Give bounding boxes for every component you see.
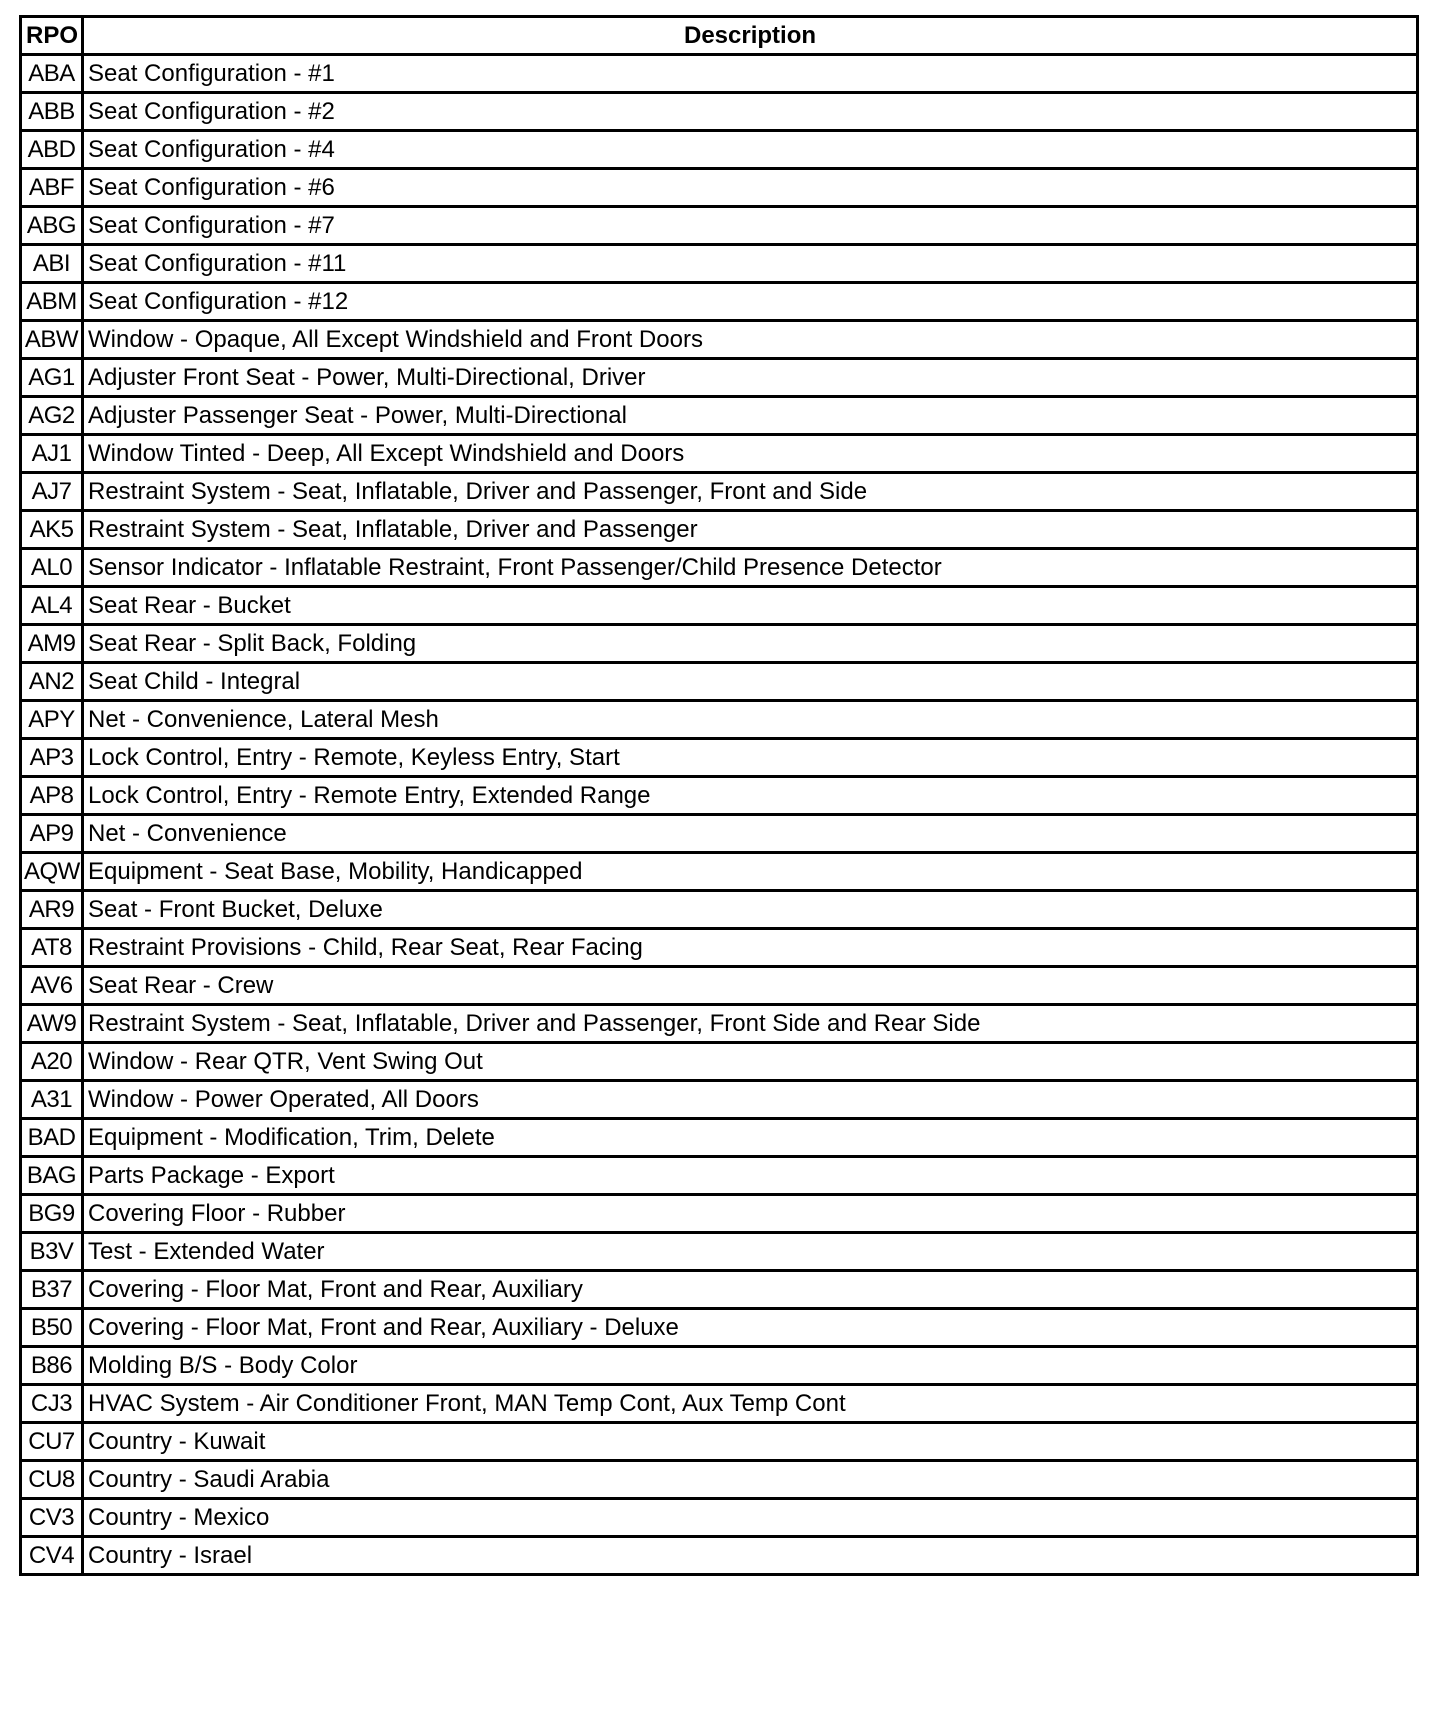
description-cell: Seat Configuration - #7 <box>83 207 1418 245</box>
rpo-code-cell: AL4 <box>21 587 83 625</box>
description-cell: Seat Configuration - #4 <box>83 131 1418 169</box>
description-cell: Seat Configuration - #12 <box>83 283 1418 321</box>
rpo-code-cell: B37 <box>21 1271 83 1309</box>
rpo-code-cell: AQW <box>21 853 83 891</box>
rpo-code-cell: AN2 <box>21 663 83 701</box>
description-cell: Restraint System - Seat, Inflatable, Driver and Passenger, Front and Side <box>83 473 1418 511</box>
table-row <box>21 549 1418 587</box>
table-body <box>21 55 1418 1575</box>
rpo-code-cell: AT8 <box>21 929 83 967</box>
rpo-code-cell: AP3 <box>21 739 83 777</box>
description-cell: Seat Child - Integral <box>83 663 1418 701</box>
table-row <box>21 1347 1418 1385</box>
table-row <box>21 397 1418 435</box>
description-cell: Country - Mexico <box>83 1499 1418 1537</box>
table-row <box>21 1537 1418 1575</box>
table-row <box>21 891 1418 929</box>
rpo-code-cell: AL0 <box>21 549 83 587</box>
rpo-code-cell: AG2 <box>21 397 83 435</box>
description-cell: HVAC System - Air Conditioner Front, MAN Temp Cont, Aux Temp Cont <box>83 1385 1418 1423</box>
rpo-code-cell: ABG <box>21 207 83 245</box>
table-row <box>21 131 1418 169</box>
table-row <box>21 55 1418 93</box>
rpo-code-cell: BAG <box>21 1157 83 1195</box>
rpo-code-cell: A20 <box>21 1043 83 1081</box>
rpo-code-cell: ABA <box>21 55 83 93</box>
table-row <box>21 1309 1418 1347</box>
rpo-code-cell: AJ1 <box>21 435 83 473</box>
rpo-table <box>19 15 1419 1576</box>
rpo-code-cell: CV3 <box>21 1499 83 1537</box>
table-row <box>21 511 1418 549</box>
rpo-code-cell: AG1 <box>21 359 83 397</box>
table-row <box>21 777 1418 815</box>
description-cell: Net - Convenience <box>83 815 1418 853</box>
table-row <box>21 359 1418 397</box>
rpo-code-cell: ABB <box>21 93 83 131</box>
table-header <box>21 17 1418 55</box>
description-cell: Window Tinted - Deep, All Except Windshield and Doors <box>83 435 1418 473</box>
rpo-code-cell: ABI <box>21 245 83 283</box>
description-cell: Test - Extended Water <box>83 1233 1418 1271</box>
rpo-code-cell: AP8 <box>21 777 83 815</box>
table-row <box>21 435 1418 473</box>
rpo-code-cell: B50 <box>21 1309 83 1347</box>
description-cell: Seat Rear - Crew <box>83 967 1418 1005</box>
rpo-code-cell: APY <box>21 701 83 739</box>
rpo-code-cell: BG9 <box>21 1195 83 1233</box>
table-row <box>21 1385 1418 1423</box>
description-cell: Seat Configuration - #2 <box>83 93 1418 131</box>
table-row <box>21 739 1418 777</box>
description-cell: Restraint System - Seat, Inflatable, Driver and Passenger, Front Side and Rear Side <box>83 1005 1418 1043</box>
table-row <box>21 1043 1418 1081</box>
description-cell: Country - Israel <box>83 1537 1418 1575</box>
table-row <box>21 1157 1418 1195</box>
description-cell: Equipment - Seat Base, Mobility, Handicapped <box>83 853 1418 891</box>
description-cell: Molding B/S - Body Color <box>83 1347 1418 1385</box>
rpo-code-cell: AJ7 <box>21 473 83 511</box>
table-row <box>21 473 1418 511</box>
description-cell: Country - Kuwait <box>83 1423 1418 1461</box>
rpo-code-cell: ABD <box>21 131 83 169</box>
rpo-code-cell: AW9 <box>21 1005 83 1043</box>
table-row <box>21 1119 1418 1157</box>
table-row <box>21 207 1418 245</box>
rpo-code-cell: B3V <box>21 1233 83 1271</box>
description-cell: Seat Configuration - #1 <box>83 55 1418 93</box>
table-row <box>21 815 1418 853</box>
rpo-code-cell: B86 <box>21 1347 83 1385</box>
description-cell: Parts Package - Export <box>83 1157 1418 1195</box>
rpo-code-cell: ABF <box>21 169 83 207</box>
description-cell: Restraint System - Seat, Inflatable, Driver and Passenger <box>83 511 1418 549</box>
table-row <box>21 283 1418 321</box>
table-row <box>21 1461 1418 1499</box>
table-row <box>21 701 1418 739</box>
description-cell: Covering - Floor Mat, Front and Rear, Auxiliary - Deluxe <box>83 1309 1418 1347</box>
rpo-code-cell: BAD <box>21 1119 83 1157</box>
table-row <box>21 1423 1418 1461</box>
description-cell: Net - Convenience, Lateral Mesh <box>83 701 1418 739</box>
description-cell: Equipment - Modification, Trim, Delete <box>83 1119 1418 1157</box>
description-cell: Adjuster Front Seat - Power, Multi-Directional, Driver <box>83 359 1418 397</box>
table-row <box>21 663 1418 701</box>
rpo-code-cell: AV6 <box>21 967 83 1005</box>
table-row <box>21 321 1418 359</box>
table-row <box>21 93 1418 131</box>
rpo-code-cell: CV4 <box>21 1537 83 1575</box>
description-cell: Window - Rear QTR, Vent Swing Out <box>83 1043 1418 1081</box>
table-row <box>21 1195 1418 1233</box>
description-cell: Covering Floor - Rubber <box>83 1195 1418 1233</box>
rpo-code-cell: ABM <box>21 283 83 321</box>
table-row <box>21 1233 1418 1271</box>
description-cell: Sensor Indicator - Inflatable Restraint, Front Passenger/Child Presence Detector <box>83 549 1418 587</box>
description-cell: Lock Control, Entry - Remote Entry, Extended Range <box>83 777 1418 815</box>
description-cell: Restraint Provisions - Child, Rear Seat, Rear Facing <box>83 929 1418 967</box>
rpo-code-cell: CU8 <box>21 1461 83 1499</box>
rpo-code-cell: AK5 <box>21 511 83 549</box>
description-cell: Window - Power Operated, All Doors <box>83 1081 1418 1119</box>
description-cell: Seat Configuration - #11 <box>83 245 1418 283</box>
table-row <box>21 1005 1418 1043</box>
table-row <box>21 169 1418 207</box>
description-cell: Covering - Floor Mat, Front and Rear, Auxiliary <box>83 1271 1418 1309</box>
rpo-code-cell: A31 <box>21 1081 83 1119</box>
table-row <box>21 1271 1418 1309</box>
table-row <box>21 587 1418 625</box>
table-row <box>21 929 1418 967</box>
description-cell: Country - Saudi Arabia <box>83 1461 1418 1499</box>
table-row <box>21 853 1418 891</box>
description-cell: Seat Configuration - #6 <box>83 169 1418 207</box>
rpo-code-cell: ABW <box>21 321 83 359</box>
rpo-column-header: RPO <box>21 17 83 55</box>
rpo-code-cell: AM9 <box>21 625 83 663</box>
description-cell: Seat Rear - Bucket <box>83 587 1418 625</box>
table-row <box>21 625 1418 663</box>
table-row <box>21 1081 1418 1119</box>
description-cell: Seat Rear - Split Back, Folding <box>83 625 1418 663</box>
rpo-code-cell: AP9 <box>21 815 83 853</box>
rpo-code-cell: CU7 <box>21 1423 83 1461</box>
description-column-header: Description <box>83 17 1418 55</box>
header-row <box>21 17 1418 55</box>
description-cell: Seat - Front Bucket, Deluxe <box>83 891 1418 929</box>
rpo-code-cell: AR9 <box>21 891 83 929</box>
description-cell: Lock Control, Entry - Remote, Keyless Entry, Start <box>83 739 1418 777</box>
description-cell: Adjuster Passenger Seat - Power, Multi-Directional <box>83 397 1418 435</box>
rpo-code-cell: CJ3 <box>21 1385 83 1423</box>
description-cell: Window - Opaque, All Except Windshield and Front Doors <box>83 321 1418 359</box>
table-row <box>21 967 1418 1005</box>
table-row <box>21 1499 1418 1537</box>
table-row <box>21 245 1418 283</box>
